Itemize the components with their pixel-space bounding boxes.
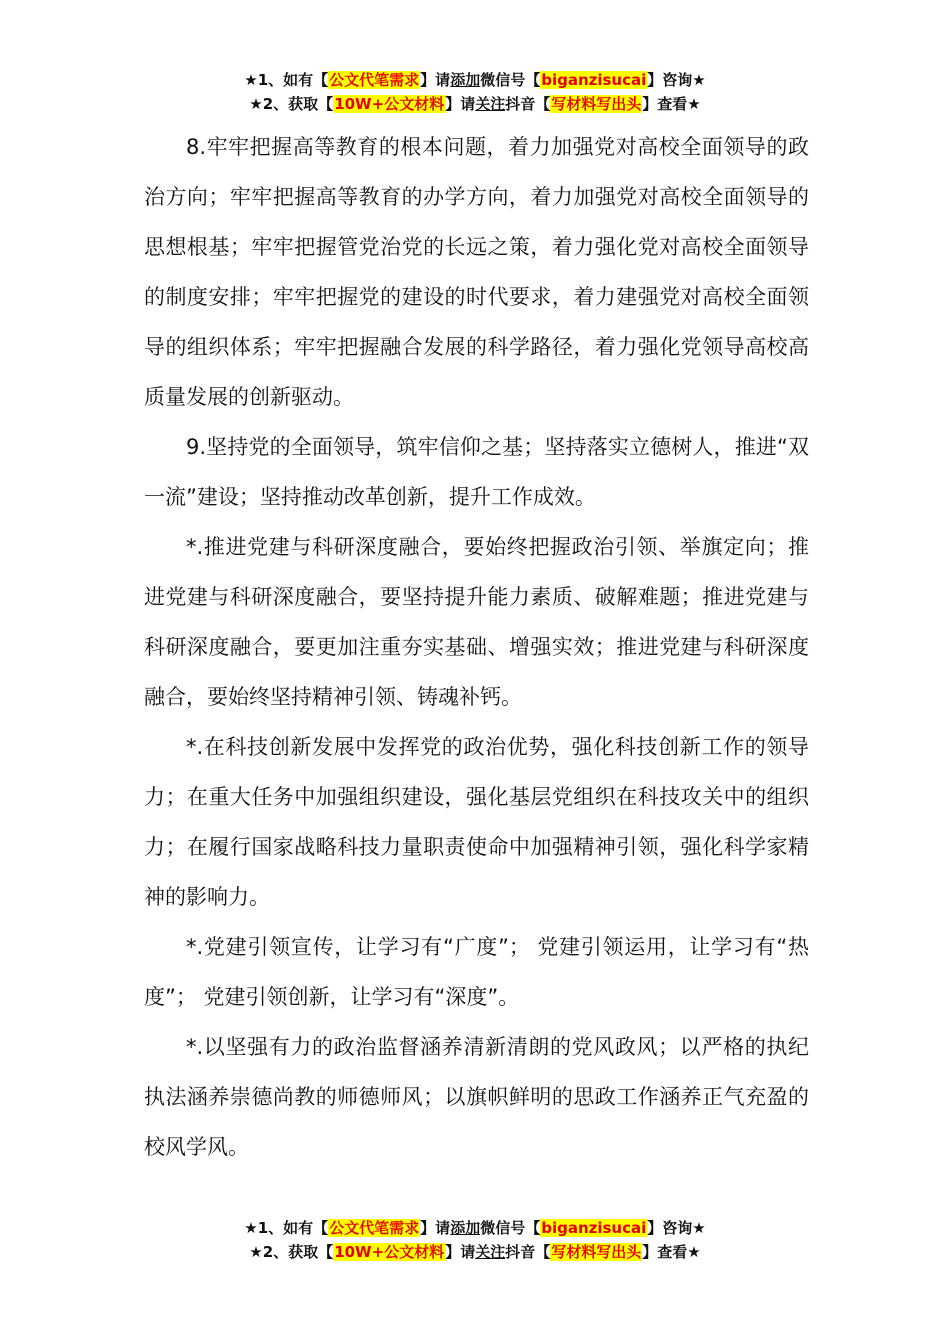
paragraph: *.在科技创新发展中发挥党的政治优势，强化科技创新工作的领导力；在重大任务中加强组织建设，强化基层党组织在科技攻关中的组织力；在履行国家战略科技力量职责使命中加强精神引领，强化科学家精神的影响力。	[144, 735, 809, 909]
banner-line-1: ★1、如有【公文代笔需求】请添加微信号【biganzisucai】咨询★	[244, 1219, 706, 1237]
footer-banner	[0, 1216, 950, 1264]
document-body	[144, 122, 809, 1172]
highlight-service: 公文代笔需求	[329, 1219, 420, 1237]
paragraph: *.以坚强有力的政治监督涵养清新清朗的党风政风；以严格的执纪执法涵养崇德尚教的师德师风；以旗帜鲜明的思政工作涵养正气充盈的校风学风。	[144, 1035, 809, 1159]
highlight-materials: 10W+公文材料	[334, 1243, 445, 1261]
paragraph: 9.坚持党的全面领导，筑牢信仰之基；坚持落实立德树人，推进“双一流”建设；坚持推动改革创新，提升工作成效。	[144, 435, 809, 509]
paragraph: 8.牢牢把握高等教育的根本问题，着力加强党对高校全面领导的政治方向；牢牢把握高等教育的办学方向，着力加强党对高校全面领导的思想根基；牢牢把握管党治党的长远之策，着力强化党对高校全面领导的制度安排；牢牢把握党的建设的时代要求，着力建强党对高校全面领导的组织体系；牢牢把握融合发展的科学路径，着力强化党领导高校高质量发展的创新驱动。	[144, 135, 809, 409]
header-banner	[0, 68, 950, 116]
banner-line-1: ★1、如有【公文代笔需求】请添加微信号【biganzisucai】咨询★	[244, 71, 706, 89]
highlight-service: 公文代笔需求	[329, 71, 420, 89]
banner-line-2: ★2、获取【10W+公文材料】请关注抖音【写材料写出头】查看★	[249, 95, 701, 113]
banner-line-2: ★2、获取【10W+公文材料】请关注抖音【写材料写出头】查看★	[249, 1243, 701, 1261]
highlight-materials: 10W+公文材料	[334, 95, 445, 113]
paragraph: *.推进党建与科研深度融合，要始终把握政治引领、举旗定向；推进党建与科研深度融合，要坚持提升能力素质、破解难题；推进党建与科研深度融合，要更加注重夯实基础、增强实效；推进党建与科研深度融合，要始终坚持精神引领、铸魂补钙。	[144, 535, 809, 709]
highlight-wechat-id: biganzisucai	[541, 71, 647, 89]
highlight-wechat-id: biganzisucai	[541, 1219, 647, 1237]
paragraph: *.党建引领宣传，让学习有“广度”； 党建引领运用，让学习有“热度”； 党建引领创新，让学习有“深度”。	[144, 935, 809, 1009]
highlight-douyin-id: 写材料写出头	[551, 1243, 642, 1261]
highlight-douyin-id: 写材料写出头	[551, 95, 642, 113]
